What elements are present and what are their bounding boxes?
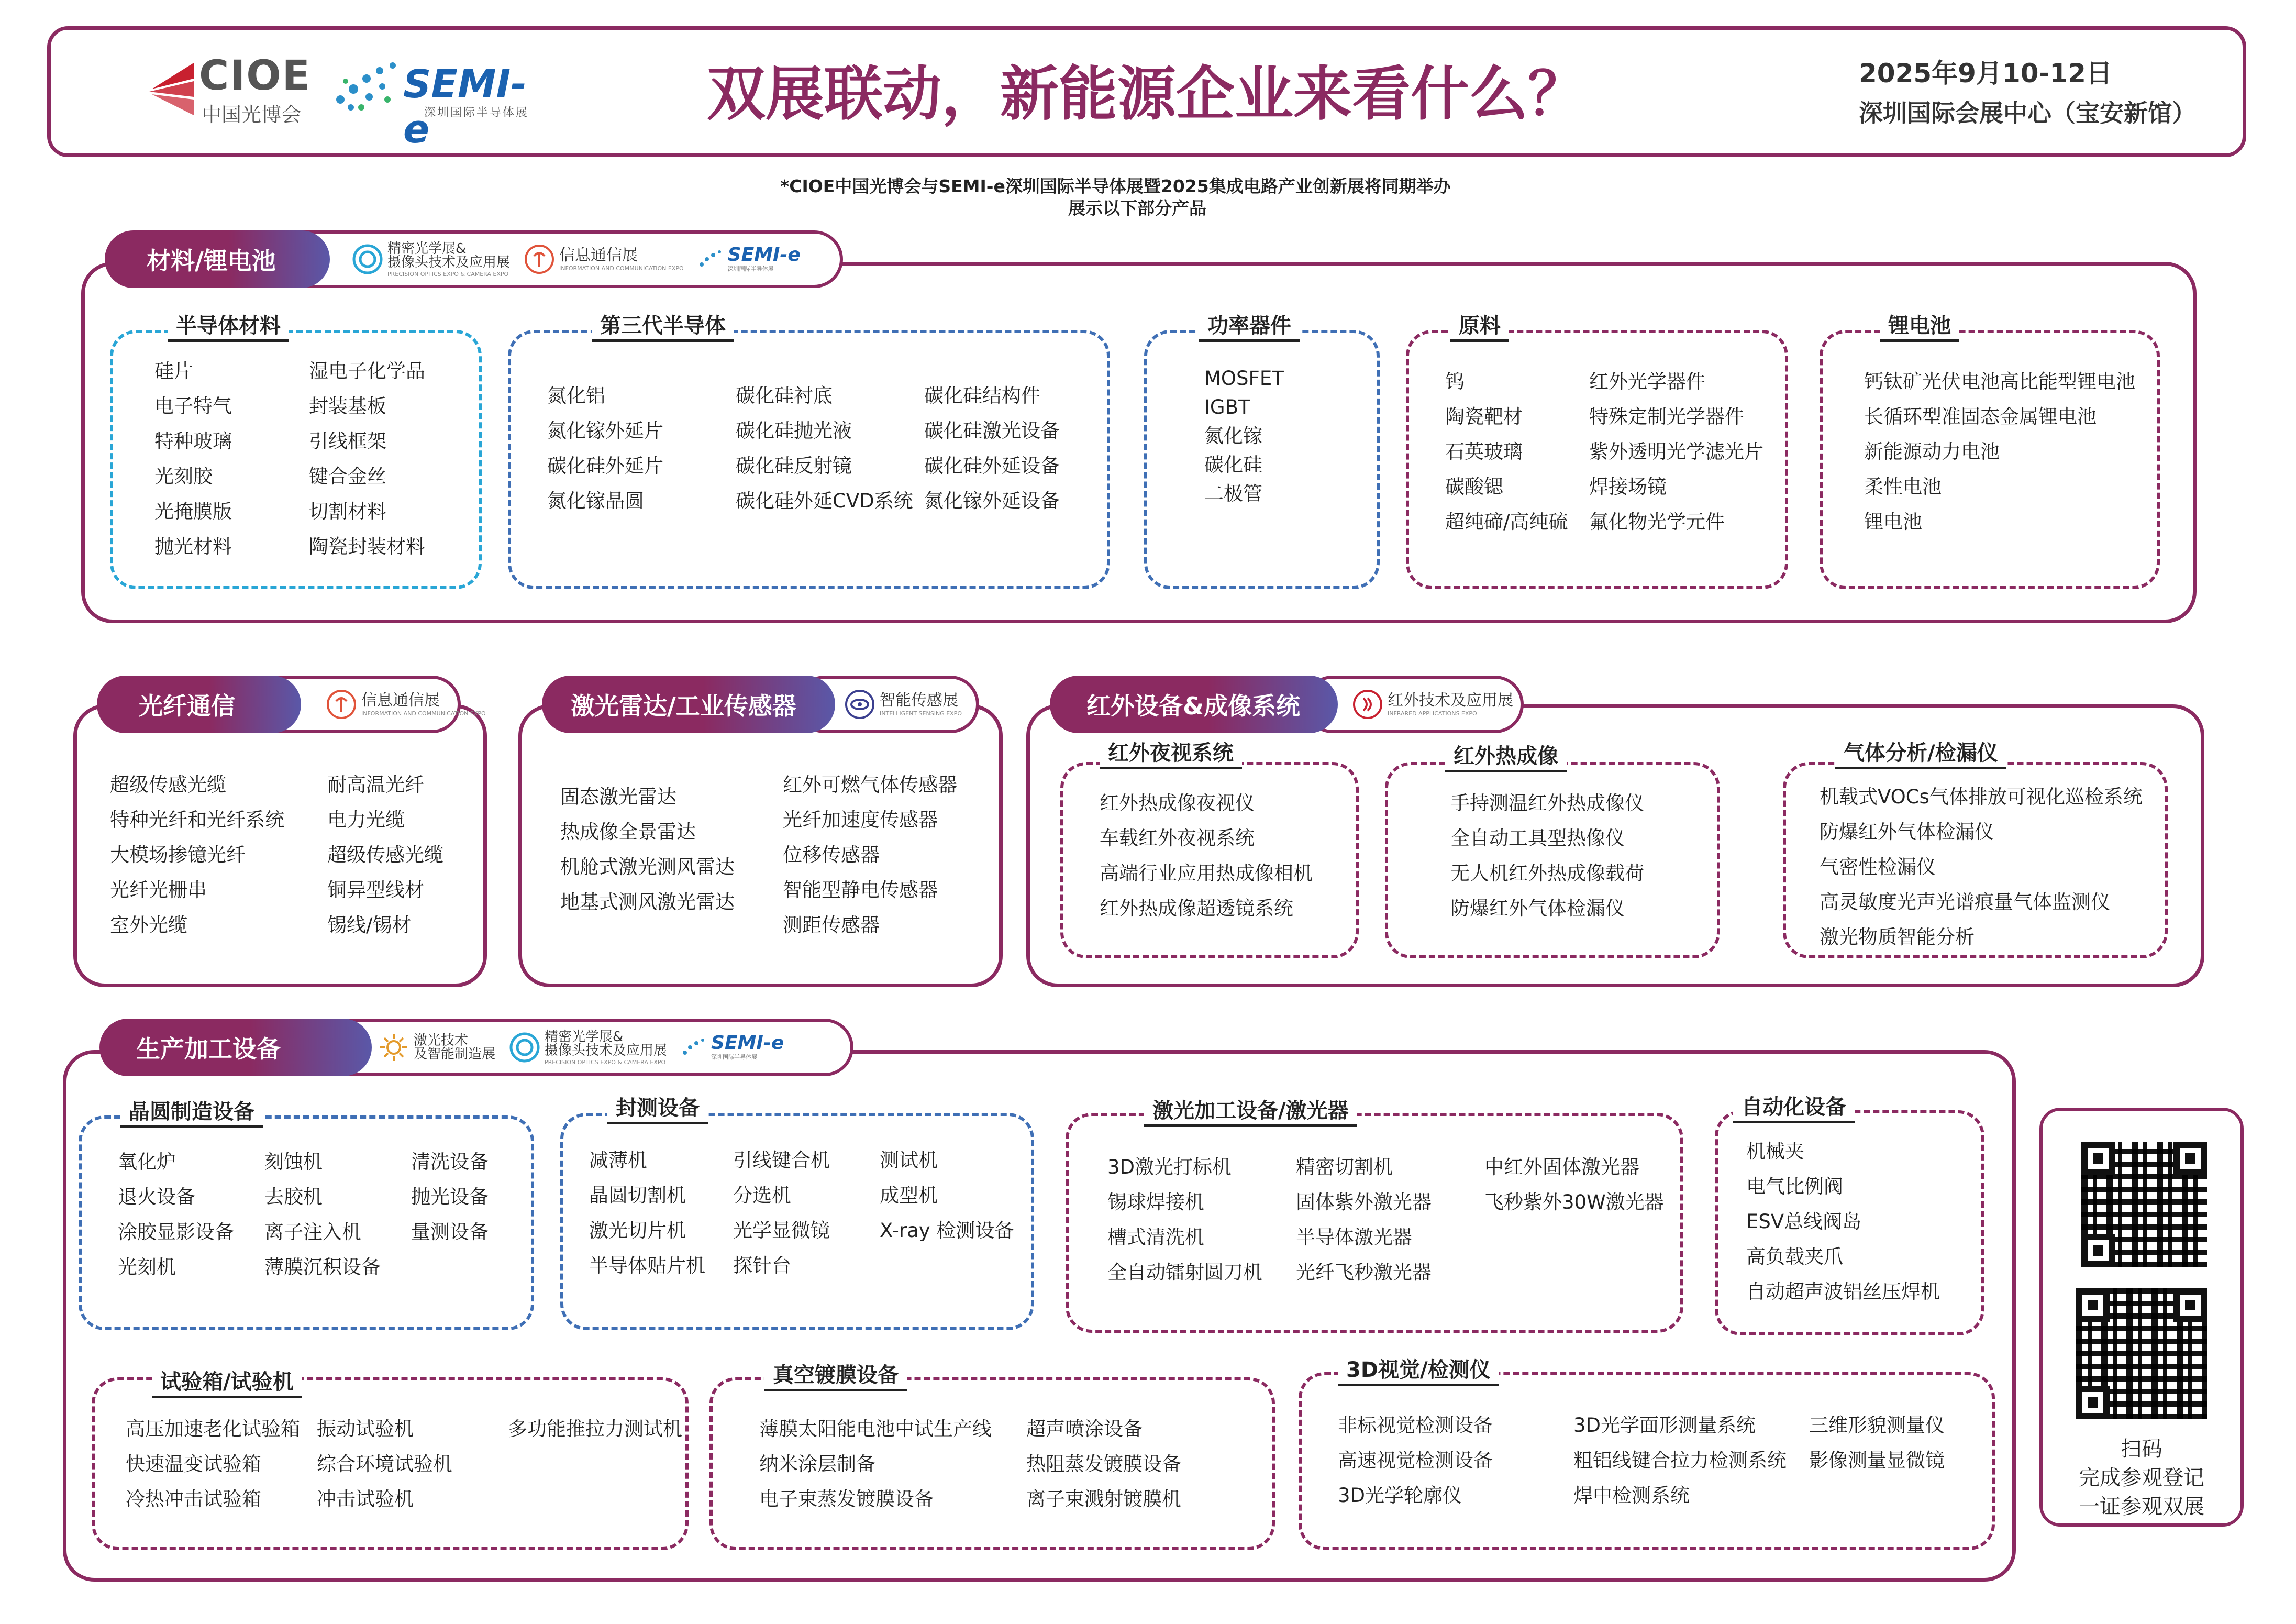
ict-expo-name: 信息通信展 — [559, 246, 638, 264]
semi-materials-col1 — [154, 353, 232, 564]
qr-code-bottom[interactable] — [2076, 1288, 2207, 1419]
list-item: 特种玻璃 — [154, 430, 232, 452]
laser-expo-name: 激光技术 及智能制造展 — [414, 1033, 496, 1062]
list-item: 高压加速老化试验箱 — [126, 1418, 300, 1440]
list-item: 氮化铝 — [547, 384, 605, 407]
raw-col1 — [1445, 364, 1568, 539]
list-item: 综合环境试验机 — [317, 1453, 452, 1475]
package-col3 — [880, 1143, 1014, 1248]
list-item: 碳化硅外延片 — [547, 455, 663, 477]
list-item: 光纤加速度传感器 — [783, 809, 938, 831]
list-item: 刻蚀机 — [264, 1151, 323, 1173]
list-item: 车载红外夜视系统 — [1100, 827, 1255, 849]
ict-antenna-icon — [524, 244, 555, 275]
list-item: 激光切片机 — [589, 1219, 686, 1242]
list-item: 成型机 — [880, 1184, 938, 1207]
list-item: 超声喷涂设备 — [1026, 1418, 1143, 1440]
list-item: 钨 — [1445, 370, 1465, 393]
list-item: 陶瓷靶材 — [1445, 405, 1523, 428]
test-box-col1 — [126, 1411, 300, 1517]
cioe-logo-subtext: 中国光博会 — [202, 103, 302, 126]
list-item: 引线键合机 — [733, 1149, 830, 1172]
list-item: 氮化镓 — [1204, 425, 1262, 447]
qr-label-1: 扫码 — [2121, 1437, 2162, 1461]
wafer-col1 — [118, 1144, 234, 1285]
list-item: 耐高温光纤 — [327, 774, 424, 796]
list-item: IGBT — [1204, 396, 1250, 418]
list-item: 长循环型准固态金属锂电池 — [1864, 405, 2097, 428]
automation-col1 — [1746, 1134, 1940, 1309]
laser-expo-logo — [378, 1032, 495, 1063]
semi-expo-name: SEMI-e — [727, 244, 801, 266]
list-item: 碳化硅反射镜 — [736, 455, 852, 477]
list-item: 冷热冲击试验箱 — [126, 1488, 261, 1510]
test-box-col3 — [508, 1411, 682, 1446]
list-item: 大模场掺镱光纤 — [110, 844, 246, 866]
precision-optics-icon — [509, 1032, 540, 1063]
semi-expo-sub: 深圳国际半导体展 — [727, 266, 774, 272]
laser-title: 激光加工设备/激光器 — [1144, 1097, 1357, 1127]
ict-expo-en: INFORMATION AND COMMUNICATION EXPO — [559, 264, 684, 272]
laser-col2 — [1296, 1150, 1432, 1290]
list-item: 氧化炉 — [118, 1151, 176, 1173]
third-gen-col3 — [924, 378, 1060, 518]
list-item: 涂胶显影设备 — [118, 1221, 234, 1243]
laser-col1 — [1107, 1150, 1262, 1290]
list-item: 探针台 — [733, 1254, 791, 1277]
vacuum-col2 — [1026, 1411, 1181, 1517]
list-item: 电子特气 — [154, 395, 232, 417]
list-item: 光纤飞秒激光器 — [1296, 1261, 1432, 1284]
list-item: 焊中检测系统 — [1573, 1484, 1690, 1507]
list-item: 锡线/锡材 — [327, 914, 412, 936]
list-item: 切割材料 — [309, 500, 386, 523]
materials-tab: 材料/锂电池 — [105, 230, 330, 288]
list-item: 超级传感光缆 — [327, 844, 443, 866]
list-item: X-ray 检测设备 — [880, 1219, 1014, 1242]
list-item: 离子束溅射镀膜机 — [1026, 1488, 1181, 1510]
list-item: 飞秒紫外30W激光器 — [1484, 1191, 1664, 1213]
third-gen-col1 — [547, 378, 663, 518]
list-item: 固体紫外激光器 — [1296, 1191, 1432, 1213]
list-item: 红外可燃气体传感器 — [783, 774, 957, 796]
ict-expo-logo — [326, 689, 486, 720]
list-item: 全自动镭射圆刀机 — [1107, 1261, 1262, 1284]
list-item: 去胶机 — [264, 1186, 323, 1208]
list-item: 热阻蒸发镀膜设备 — [1026, 1453, 1181, 1475]
materials-expo-logos — [241, 230, 843, 288]
vacuum-title: 真空镀膜设备 — [764, 1362, 907, 1391]
list-item: 电力光缆 — [327, 809, 405, 831]
semi-expo-sub: 深圳国际半导体展 — [711, 1054, 758, 1060]
production-expo-logos — [314, 1019, 853, 1076]
qr-label-2: 完成参观登记 — [2079, 1466, 2204, 1490]
qr-label-3: 一证参观双展 — [2079, 1495, 2204, 1519]
list-item: 焊接场镜 — [1589, 476, 1667, 498]
event-venue: 深圳国际会展中心（宝安新馆） — [1859, 99, 2196, 127]
list-item: 防爆红外气体检漏仪 — [1820, 821, 1994, 843]
list-item: 激光物质智能分析 — [1820, 926, 1975, 948]
semi-logo-subtext: 深圳国际半导体展 — [424, 106, 529, 119]
list-item: 测试机 — [880, 1149, 938, 1172]
page-title: 双展联动，新能源企业来看什么？ — [707, 60, 1587, 128]
list-item: 硅片 — [154, 360, 193, 382]
list-item: 钙钛矿光伏电池高比能型锂电池 — [1864, 370, 2135, 393]
list-item: 铜异型线材 — [327, 879, 424, 901]
raw-title: 原料 — [1450, 312, 1509, 342]
semi-materials-col2 — [309, 353, 425, 564]
list-item: 氟化物光学元件 — [1589, 511, 1725, 533]
list-item: 非标视觉检测设备 — [1338, 1414, 1493, 1437]
fiber-col2 — [327, 767, 443, 943]
list-item: 3D光学面形测量系统 — [1573, 1414, 1756, 1437]
gas-col1 — [1820, 779, 2143, 955]
wafer-title: 晶圆制造设备 — [120, 1098, 263, 1128]
semi-materials-title: 半导体材料 — [168, 312, 289, 342]
list-item: 碳化硅外延设备 — [924, 455, 1060, 477]
fiber-tab: 光纤通信 — [97, 676, 301, 733]
test-box-col2 — [317, 1411, 452, 1517]
precision-expo-logo — [352, 242, 510, 277]
semi-dots-icon — [681, 1037, 707, 1058]
list-item: 冲击试验机 — [317, 1488, 414, 1510]
list-item: 二极管 — [1204, 482, 1262, 505]
wafer-col2 — [264, 1144, 381, 1285]
precision-expo-name: 精密光学展& 摄像头技术及应用展 — [387, 240, 511, 270]
cioe-logo — [141, 52, 309, 131]
list-item: 全自动工具型热像仪 — [1450, 827, 1625, 849]
cioe-logo-text: CIOE — [199, 52, 311, 100]
precision-expo-en: PRECISION OPTICS EXPO & CAMERA EXPO — [387, 270, 509, 278]
list-item: 高端行业应用热成像相机 — [1100, 862, 1313, 885]
list-item: 3D光学轮廓仪 — [1338, 1484, 1462, 1507]
third-gen-title: 第三代半导体 — [592, 312, 734, 342]
infrared-icon — [1352, 689, 1383, 720]
qr-code-top[interactable] — [2081, 1142, 2207, 1267]
fiber-col1 — [110, 767, 284, 943]
list-item: 手持测温红外热成像仪 — [1450, 792, 1644, 814]
thermal-title: 红外热成像 — [1445, 743, 1567, 772]
night-vision-title: 红外夜视系统 — [1100, 739, 1242, 769]
list-item: 离子注入机 — [264, 1221, 361, 1243]
list-item: 碳化硅 — [1204, 454, 1262, 476]
night-vision-col1 — [1100, 786, 1313, 926]
vision-col3 — [1809, 1408, 1945, 1478]
list-item: 槽式清洗机 — [1107, 1226, 1204, 1249]
ict-expo-name: 信息通信展 — [361, 691, 440, 710]
list-item: 光刻胶 — [154, 465, 213, 488]
third-gen-col2 — [736, 378, 913, 518]
list-item: 氮化镓晶圆 — [547, 490, 644, 512]
list-item: 位移传感器 — [783, 844, 880, 866]
list-item: 紫外透明光学滤光片 — [1589, 440, 1763, 463]
list-item: 高速视觉检测设备 — [1338, 1449, 1493, 1472]
list-item: 清洗设备 — [411, 1151, 489, 1173]
ict-expo-logo — [524, 244, 684, 275]
list-item: 自动超声波铝丝压焊机 — [1746, 1280, 1940, 1303]
list-item: 键合金丝 — [309, 465, 386, 488]
list-item: 精密切割机 — [1296, 1156, 1393, 1178]
list-item: 碳化硅外延CVD系统 — [736, 490, 913, 512]
list-item: 红外热成像夜视仪 — [1100, 792, 1255, 814]
power-col1 — [1204, 364, 1284, 508]
precision-expo-en: PRECISION OPTICS EXPO & CAMERA EXPO — [545, 1058, 666, 1066]
sensing-expo-en: INTELLIGENT SENSING EXPO — [880, 710, 962, 717]
package-col2 — [733, 1143, 830, 1283]
list-item: 分选机 — [733, 1184, 791, 1207]
precision-expo-logo — [509, 1030, 667, 1065]
production-tab: 生产加工设备 — [99, 1019, 372, 1076]
raw-col2 — [1589, 364, 1763, 539]
list-item: 多功能推拉力测试机 — [508, 1418, 682, 1440]
list-item: 锡球焊接机 — [1107, 1191, 1204, 1213]
list-item: 退火设备 — [118, 1186, 195, 1208]
list-item: 电气比例阀 — [1746, 1175, 1843, 1198]
semi-expo-name: SEMI-e — [711, 1032, 784, 1054]
package-col1 — [589, 1143, 705, 1283]
semi-logo-icon — [330, 58, 403, 115]
list-item: 特种光纤和光纤系统 — [110, 809, 284, 831]
list-item: 粗铝线键合拉力检测系统 — [1573, 1449, 1787, 1472]
list-item: 三维形貌测量仪 — [1809, 1414, 1945, 1437]
list-item: 新能源动力电池 — [1864, 440, 2000, 463]
battery-title: 锂电池 — [1880, 312, 1959, 342]
list-item: 测距传感器 — [783, 914, 880, 936]
list-item: 抛光材料 — [154, 535, 232, 558]
infrared-expo-en: INFRARED APPLICATIONS EXPO — [1388, 710, 1477, 717]
sensing-expo-name: 智能传感展 — [880, 691, 958, 710]
list-item: 光刻机 — [118, 1256, 176, 1278]
list-item: 陶瓷封装材料 — [309, 535, 425, 558]
list-item: 智能型静电传感器 — [783, 879, 938, 901]
lidar-col1 — [560, 779, 735, 920]
precision-optics-icon — [352, 244, 383, 275]
notice-line-1: *CIOE中国光博会与SEMI-e深圳国际半导体展暨2025集成电路产业创新展将同期举办 — [780, 176, 1451, 196]
list-item: 光学显微镜 — [733, 1219, 830, 1242]
list-item: 高灵敏度光声光谱痕量气体监测仪 — [1820, 891, 2110, 913]
wafer-col3 — [411, 1144, 489, 1250]
gas-title: 气体分析/检漏仪 — [1835, 739, 2006, 769]
list-item: 红外光学器件 — [1589, 370, 1705, 393]
list-item: 光掩膜版 — [154, 500, 232, 523]
list-item: 量测设备 — [411, 1221, 489, 1243]
list-item: 锂电池 — [1864, 511, 1922, 533]
list-item: 光纤光栅串 — [110, 879, 207, 901]
list-item: 碳化硅激光设备 — [924, 419, 1060, 442]
list-item: 影像测量显微镜 — [1809, 1449, 1945, 1472]
list-item: 无人机红外热成像载荷 — [1450, 862, 1644, 885]
list-item: 薄膜太阳能电池中试生产线 — [759, 1418, 992, 1440]
list-item: 纳米涂层制备 — [759, 1453, 875, 1475]
vision-col2 — [1573, 1408, 1787, 1513]
cioe-logo-icon — [141, 58, 199, 120]
list-item: 电子束蒸发镀膜设备 — [759, 1488, 934, 1510]
list-item: 氮化镓外延设备 — [924, 490, 1060, 512]
notice-line-2: 展示以下部分产品 — [1068, 198, 1206, 218]
infrared-expo-name: 红外技术及应用展 — [1388, 691, 1513, 710]
list-item: 防爆红外气体检漏仪 — [1450, 897, 1625, 920]
list-item: 封装基板 — [309, 395, 386, 417]
list-item: 气密性检漏仪 — [1820, 856, 1936, 878]
list-item: 快速温变试验箱 — [126, 1453, 261, 1475]
list-item: 机械夹 — [1746, 1140, 1804, 1163]
power-title: 功率器件 — [1199, 312, 1300, 342]
list-item: MOSFET — [1204, 367, 1284, 390]
list-item: 特殊定制光学器件 — [1589, 405, 1744, 428]
precision-expo-name: 精密光学展& 摄像头技术及应用展 — [545, 1029, 668, 1058]
list-item: 半导体激光器 — [1296, 1226, 1412, 1249]
list-item: 薄膜沉积设备 — [264, 1256, 381, 1278]
package-title: 封测设备 — [607, 1095, 708, 1124]
thermal-col1 — [1450, 786, 1644, 926]
semi-dots-icon — [697, 249, 724, 270]
list-item: 超级传感光缆 — [110, 774, 226, 796]
list-item: 固态激光雷达 — [560, 786, 676, 808]
list-item: 氮化镓外延片 — [547, 419, 663, 442]
list-item: 碳化硅抛光液 — [736, 419, 852, 442]
sensing-eye-icon — [844, 689, 875, 720]
list-item: 高负载夹爪 — [1746, 1245, 1843, 1268]
list-item: ESV总线阀岛 — [1746, 1210, 1862, 1233]
semi-logo — [330, 58, 550, 152]
ict-expo-en: INFORMATION AND COMMUNICATION EXPO — [361, 710, 486, 717]
laser-col3 — [1484, 1150, 1664, 1220]
laser-sun-icon — [378, 1032, 409, 1063]
list-item: 抛光设备 — [411, 1186, 489, 1208]
list-item: 柔性电池 — [1864, 476, 1942, 498]
list-item: 减薄机 — [589, 1149, 647, 1172]
list-item: 中红外固体激光器 — [1484, 1156, 1639, 1178]
lidar-tab: 激光雷达/工业传感器 — [542, 676, 835, 733]
list-item: 碳酸锶 — [1445, 476, 1503, 498]
list-item: 石英玻璃 — [1445, 440, 1523, 463]
list-item: 室外光缆 — [110, 914, 187, 936]
semi-expo-logo — [697, 246, 801, 273]
automation-title: 自动化设备 — [1733, 1093, 1855, 1123]
ict-antenna-icon — [326, 689, 357, 720]
list-item: 半导体贴片机 — [589, 1254, 705, 1277]
list-item: 超纯碲/高纯硫 — [1445, 511, 1568, 533]
list-item: 碳化硅衬底 — [736, 384, 833, 407]
battery-col1 — [1864, 364, 2135, 539]
event-date: 2025年9月10-12日 — [1859, 58, 2112, 89]
list-item: 引线框架 — [309, 430, 386, 452]
list-item: 机载式VOCs气体排放可视化巡检系统 — [1820, 786, 2143, 808]
list-item: 碳化硅结构件 — [924, 384, 1040, 407]
vision-col1 — [1338, 1408, 1493, 1513]
lidar-col2 — [783, 767, 957, 943]
vision-title: 3D视觉/检测仪 — [1338, 1356, 1499, 1386]
sensing-expo-logo — [844, 689, 962, 720]
infrared-expo-logo — [1352, 689, 1513, 720]
infrared-tab: 红外设备&成像系统 — [1050, 676, 1338, 733]
list-item: 湿电子化学品 — [309, 360, 425, 382]
semi-logo-text: SEMI-e — [403, 62, 527, 152]
list-item: 地基式测风激光雷达 — [560, 891, 735, 913]
list-item: 热成像全景雷达 — [560, 821, 696, 843]
list-item: 振动试验机 — [317, 1418, 414, 1440]
list-item: 3D激光打标机 — [1107, 1156, 1232, 1178]
semi-expo-logo — [681, 1034, 784, 1061]
list-item: 机舱式激光测风雷达 — [560, 856, 735, 878]
list-item: 晶圆切割机 — [589, 1184, 686, 1207]
vacuum-col1 — [759, 1411, 992, 1517]
test-box-title: 试验箱/试验机 — [152, 1368, 302, 1398]
list-item: 红外热成像超透镜系统 — [1100, 897, 1293, 920]
